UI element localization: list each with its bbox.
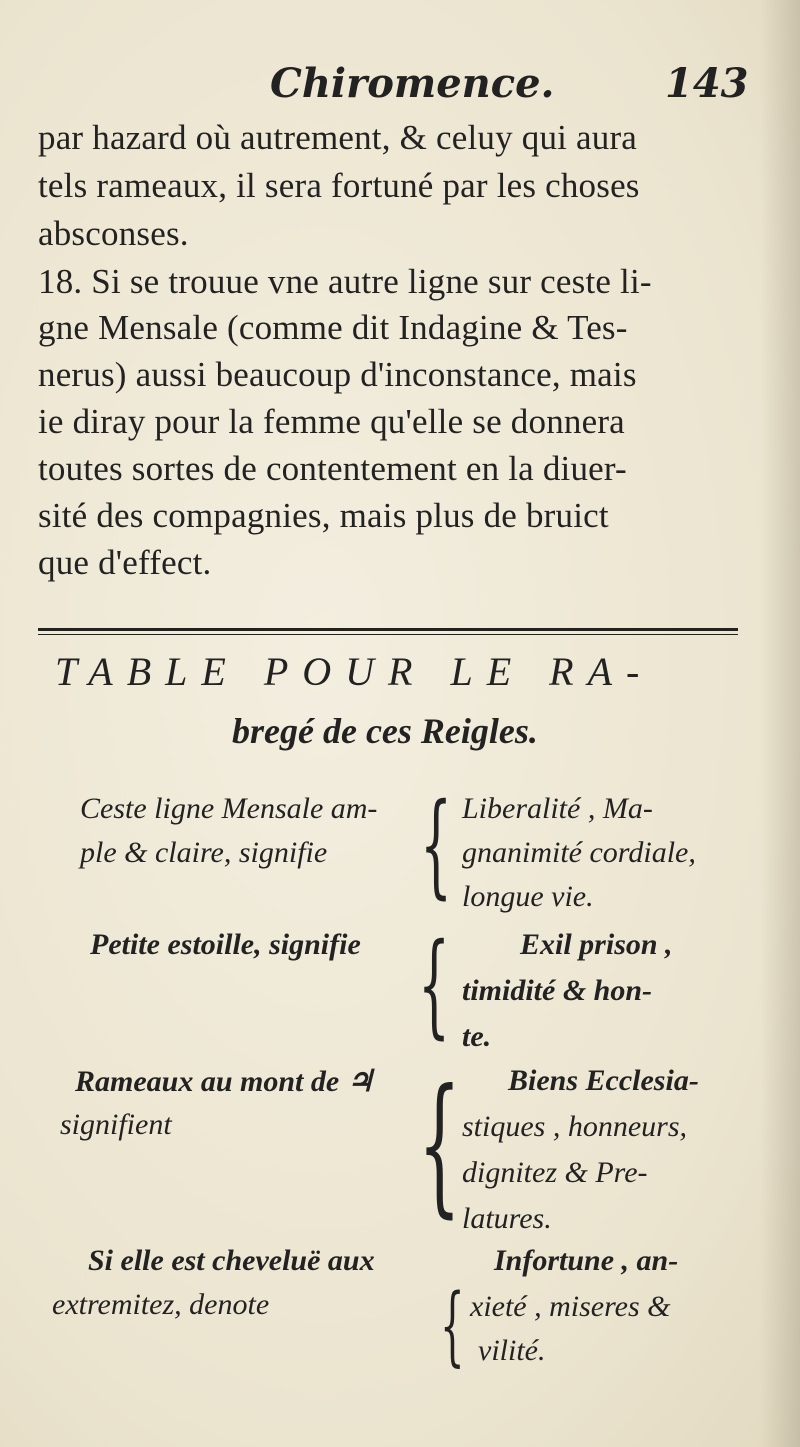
section-divider <box>38 628 738 631</box>
entry-left-line: Si elle est cheveluë aux <box>88 1244 375 1277</box>
entry-right-line: te. <box>462 1020 492 1053</box>
entry-right-line: vilité. <box>478 1334 546 1367</box>
entry-right-line: Infortune , an- <box>494 1244 679 1277</box>
body-line: absconses. <box>38 214 189 253</box>
body-line: par hazard où autrement, & celuy qui aura <box>38 118 638 157</box>
table-heading: TABLE POUR LE RA- <box>55 649 654 694</box>
entry-left-line: extremitez, denote <box>52 1288 270 1321</box>
running-title: Chiromence. <box>270 60 555 107</box>
body-line: ie diray pour la femme qu'elle se donnera <box>38 402 625 441</box>
brace-icon: { <box>418 1058 461 1232</box>
entry-right-line: latures. <box>462 1202 552 1235</box>
brace-icon: { <box>418 920 451 1050</box>
entry-right-line: Liberalité , Ma- <box>462 792 653 825</box>
body-line: 18. Si se trouue vne autre ligne sur ceste li- <box>38 262 652 301</box>
body-line: que d'effect. <box>38 543 212 582</box>
entry-right-line: Biens Ecclesia- <box>508 1064 699 1097</box>
body-line: tels rameaux, il sera fortuné par les choses <box>38 166 640 205</box>
entry-right-line: longue vie. <box>462 880 594 913</box>
page-number: 143 <box>665 60 749 107</box>
entry-right-line: Exil prison , <box>520 928 673 961</box>
entry-left-line: ple & claire, signifie <box>80 836 328 869</box>
entry-right-line: dignitez & Pre- <box>462 1156 648 1189</box>
page-gutter-shadow <box>760 0 800 1447</box>
entry-right-line: timidité & hon- <box>462 974 653 1007</box>
body-line: nerus) aussi beaucoup d'inconstance, mais <box>38 355 637 394</box>
entry-right-line: stiques , honneurs, <box>462 1110 687 1143</box>
body-line: gne Mensale (comme dit Indagine & Tes- <box>38 308 628 347</box>
table-subheading: bregé de ces Reigles. <box>232 711 538 751</box>
section-divider-thin <box>38 634 738 635</box>
entry-left-line: Ceste ligne Mensale am- <box>80 792 378 825</box>
entry-left-line: Rameaux au mont de ♃ <box>75 1065 374 1098</box>
entry-left-line: signifient <box>60 1108 172 1141</box>
body-line: sité des compagnies, mais plus de bruict <box>38 496 609 535</box>
entry-left-line: Petite estoille, signifie <box>90 928 361 961</box>
body-line: toutes sortes de contentement en la diuer- <box>38 449 627 488</box>
entry-right-line: xieté , miseres & <box>470 1290 671 1323</box>
brace-icon: { <box>420 780 453 910</box>
entry-right-line: gnanimité cordiale, <box>462 836 696 869</box>
brace-icon: { <box>440 1276 465 1376</box>
